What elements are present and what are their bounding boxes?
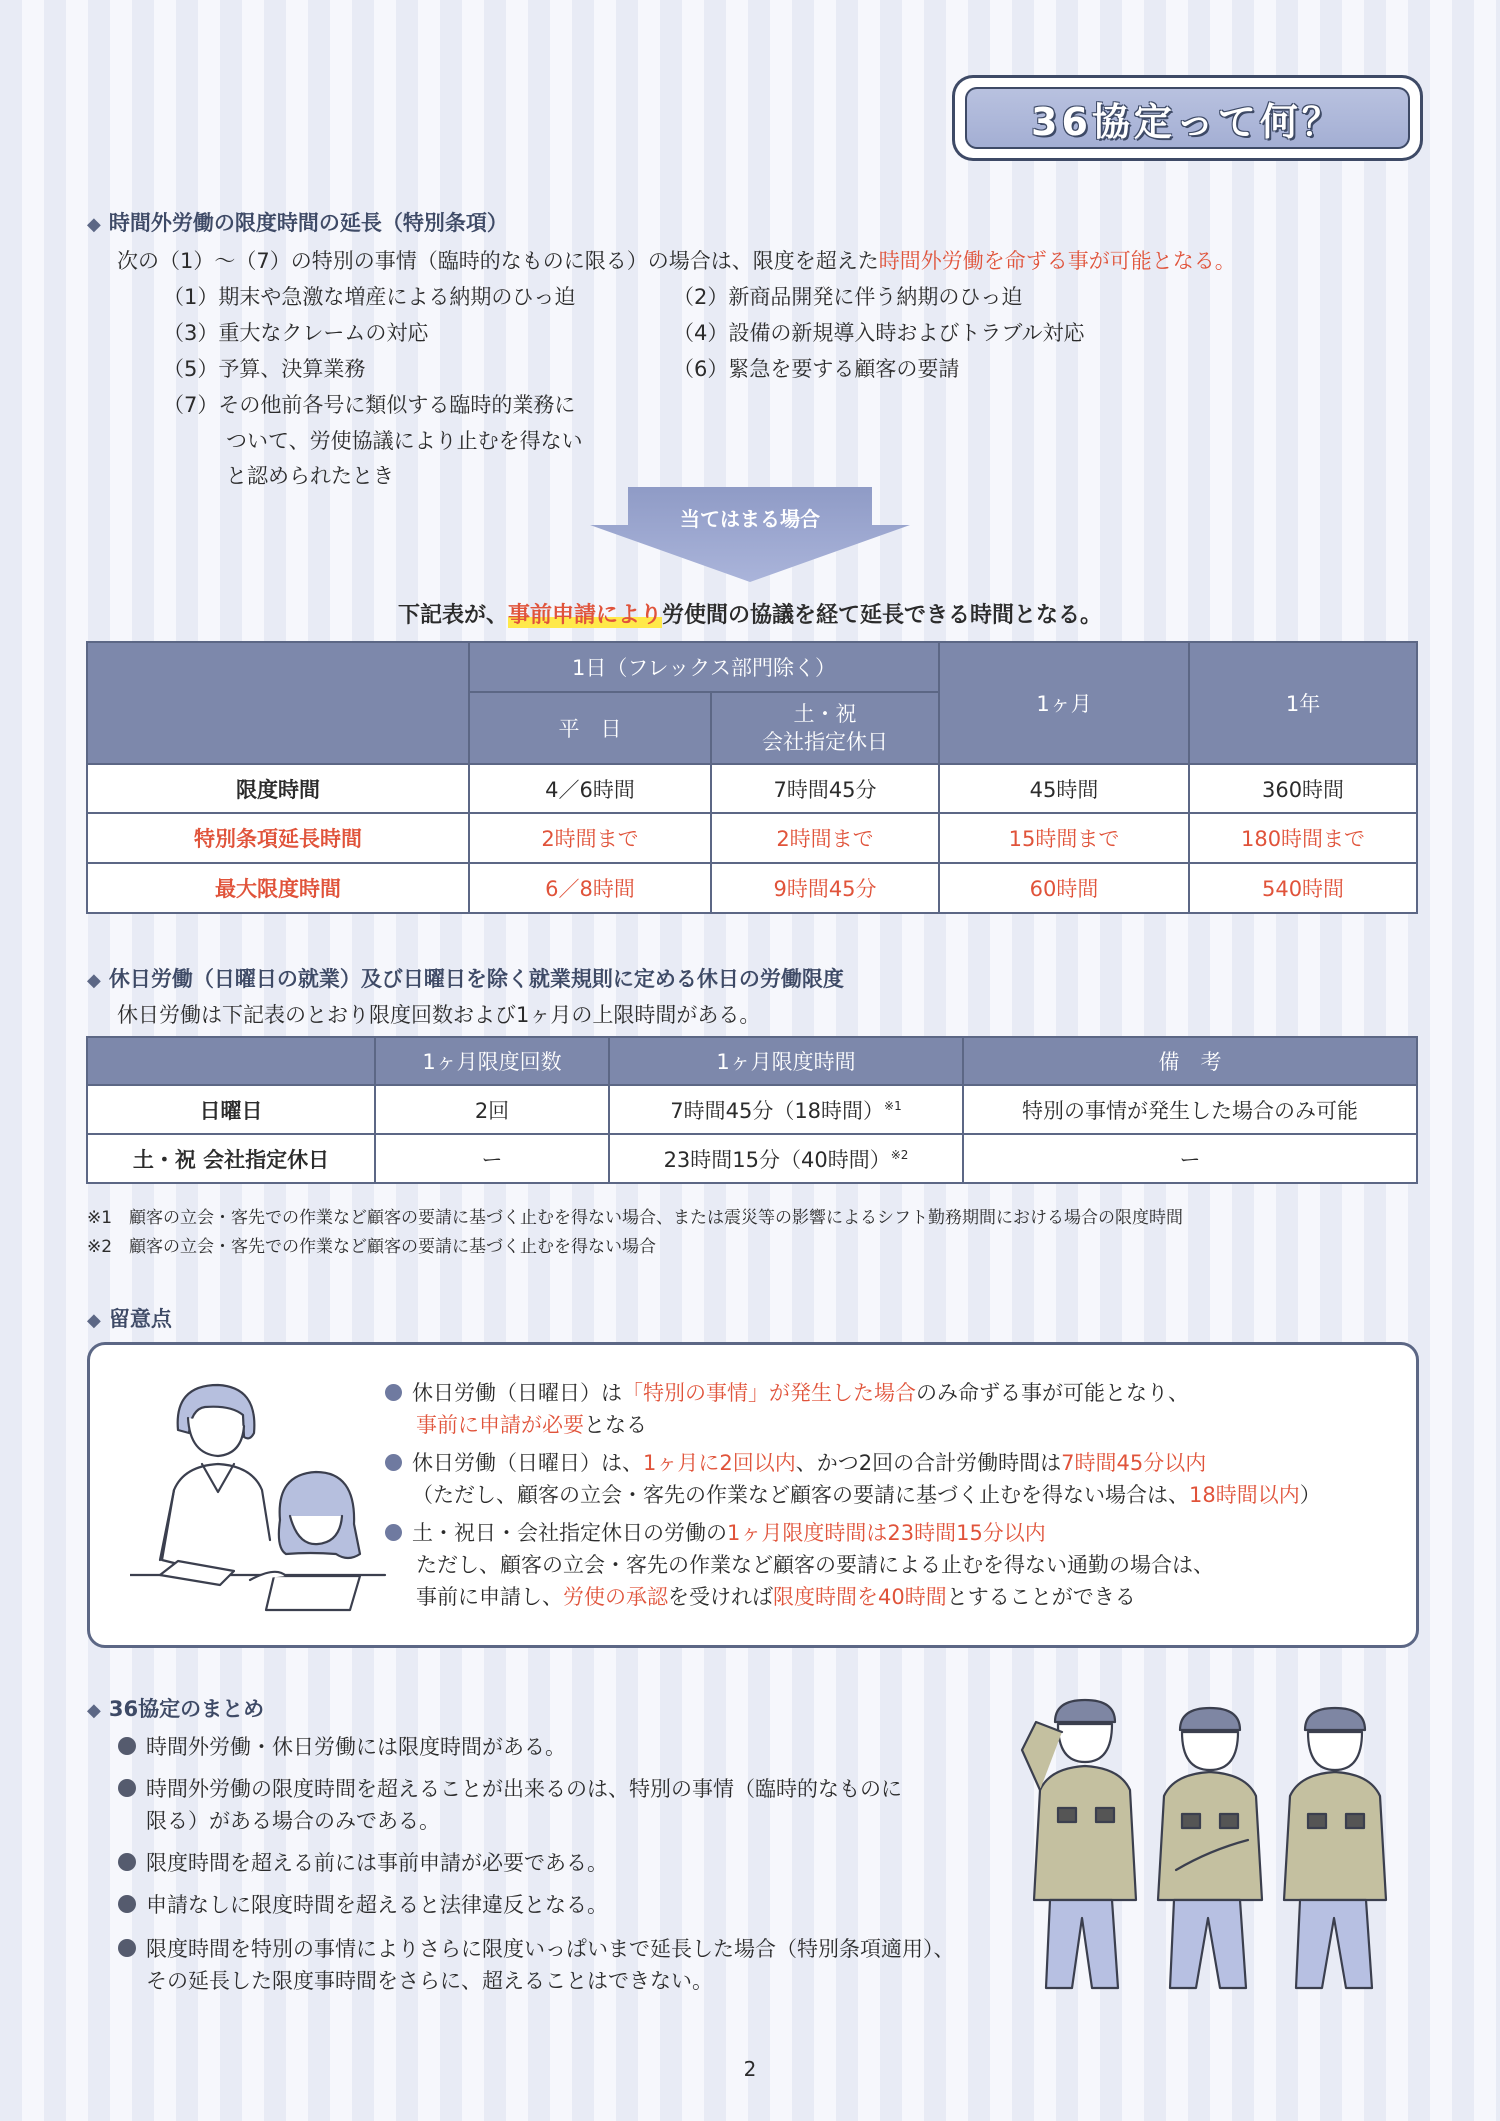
list-item: ついて、労使協議により止むを得ない bbox=[226, 429, 583, 453]
diamond-icon: ◆ bbox=[87, 1310, 101, 1331]
note-bullet-3: 土・祝日・会社指定休日の労働の1ヶ月限度時間は23時間15分以内 bbox=[385, 1517, 1046, 1547]
list-item: （5）予算、決算業務 bbox=[163, 357, 366, 381]
table-row: 最大限度時間 6／8時間 9時間45分 60時間 540時間 bbox=[87, 863, 1417, 913]
header-one-year: 1年 bbox=[1189, 642, 1417, 764]
header-monthly-time: 1ヶ月限度時間 bbox=[609, 1037, 963, 1085]
header-one-day: 1日（フレックス部門除く） bbox=[469, 642, 939, 692]
diamond-icon: ◆ bbox=[87, 1700, 101, 1721]
holiday-limit-table bbox=[86, 1036, 1418, 1184]
bullet-icon bbox=[118, 1939, 136, 1957]
people-working-illustration bbox=[130, 1370, 390, 1620]
bullet-icon bbox=[118, 1853, 136, 1871]
section-heading-summary: ◆ 36協定のまとめ bbox=[87, 1697, 265, 1721]
list-item: 時間外労働の限度時間を超えることが出来るのは、特別の事情（臨時的なものに bbox=[118, 1773, 902, 1803]
table-row: 限度時間 4／6時間 7時間45分 45時間 360時間 bbox=[87, 764, 1417, 813]
note-bullet-2-cont: （ただし、顧客の立会・客先の作業など顧客の要請に基づく止むを得ない場合は、18時間以内） bbox=[412, 1483, 1321, 1507]
note-bullet-3-cont: ただし、顧客の立会・客先の作業など顧客の要請による止むを得ない通勤の場合は、 bbox=[416, 1553, 1214, 1577]
page-number: 2 bbox=[743, 2057, 757, 2081]
title-badge bbox=[955, 78, 1420, 158]
header-monthly-count: 1ヶ月限度回数 bbox=[375, 1037, 609, 1085]
footnote: ※2 顧客の立会・客先での作業など顧客の要請に基づく止むを得ない場合 bbox=[87, 1237, 657, 1257]
note-bullet-3-cont2: 事前に申請し、労使の承認を受ければ限度時間を40時間とすることができる bbox=[416, 1585, 1136, 1609]
note-bullet-1-cont: 事前に申請が必要となる bbox=[416, 1413, 647, 1437]
overtime-intro: 次の（1）～（7）の特別の事情（臨時的なものに限る）の場合は、限度を超えた時間外労働を命ずる事が可能となる。 bbox=[117, 249, 1236, 273]
list-item: 限度時間を超える前には事前申請が必要である。 bbox=[118, 1847, 608, 1877]
table-corner-cell bbox=[87, 642, 469, 764]
bullet-icon bbox=[385, 1454, 402, 1471]
bullet-icon bbox=[385, 1384, 402, 1401]
overtime-limit-table bbox=[86, 641, 1418, 914]
list-item: （1）期末や急激な増産による納期のひっ迫 bbox=[163, 285, 576, 309]
arrow-down-icon bbox=[590, 487, 910, 582]
diamond-icon: ◆ bbox=[87, 214, 101, 235]
list-item: （4）設備の新規導入時およびトラブル対応 bbox=[673, 321, 1085, 345]
list-item: （6）緊急を要する顧客の要請 bbox=[673, 357, 960, 381]
header-one-month: 1ヶ月 bbox=[939, 642, 1189, 764]
list-item: 時間外労働・休日労働には限度時間がある。 bbox=[118, 1731, 566, 1761]
list-item: （7）その他前各号に類似する臨時的業務に bbox=[163, 393, 576, 417]
header-weekday: 平 日 bbox=[469, 692, 711, 764]
header-holiday: 土・祝 会社指定休日 bbox=[711, 692, 939, 764]
list-item: （3）重大なクレームの対応 bbox=[163, 321, 429, 345]
table-row: 特別条項延長時間 2時間まで 2時間まで 15時間まで 180時間まで bbox=[87, 813, 1417, 863]
list-item: 限度時間を特別の事情によりさらに限度いっぱいまで延長した場合（特別条項適用）、 bbox=[118, 1933, 955, 1963]
bullet-icon bbox=[118, 1779, 136, 1797]
list-item-cont: 限る）がある場合のみである。 bbox=[146, 1809, 440, 1833]
workers-illustration bbox=[1010, 1690, 1420, 2000]
table-statement: 下記表が、事前申請により労使間の協議を経て延長できる時間となる。 bbox=[397, 603, 1103, 628]
table-row: 日曜日 2回 7時間45分（18時間）$^{※1}$ 特別の事情が発生した場合のみ可能 bbox=[87, 1085, 1417, 1134]
bullet-icon bbox=[118, 1895, 136, 1913]
bullet-icon bbox=[385, 1524, 402, 1541]
list-item: （2）新商品開発に伴う納期のひっ迫 bbox=[673, 285, 1023, 309]
section-heading-holiday: ◆ 休日労働（日曜日の就業）及び日曜日を除く就業規則に定める休日の労働限度 bbox=[87, 967, 844, 991]
note-bullet-2: 休日労働（日曜日）は、1ヶ月に2回以内、かつ2回の合計労働時間は7時間45分以内 bbox=[385, 1447, 1206, 1477]
list-item: と認められたとき bbox=[226, 464, 394, 488]
page-title: 36協定って何？ bbox=[1031, 99, 1344, 144]
arrow-label: 当てはまる場合 bbox=[680, 507, 820, 531]
footnote: ※1 顧客の立会・客先での作業など顧客の要請に基づく止むを得ない場合、または震災等の影響によるシフト勤務期間における場合の限度時間 bbox=[87, 1208, 1184, 1228]
header-remarks: 備 考 bbox=[963, 1037, 1417, 1085]
table-row: 土・祝 会社指定休日 ー 23時間15分（40時間）$^{※2}$ ー bbox=[87, 1134, 1417, 1183]
table-corner-cell bbox=[87, 1037, 375, 1085]
diamond-icon: ◆ bbox=[87, 970, 101, 991]
holiday-intro: 休日労働は下記表のとおり限度回数および1ヶ月の上限時間がある。 bbox=[117, 1003, 761, 1027]
bullet-icon bbox=[118, 1737, 136, 1755]
section-heading-overtime: ◆ 時間外労働の限度時間の延長（特別条項） bbox=[87, 211, 508, 235]
note-bullet-1: 休日労働（日曜日）は「特別の事情」が発生した場合のみ命ずる事が可能となり、 bbox=[385, 1377, 1189, 1407]
list-item-cont: その延長した限度事時間をさらに、超えることはできない。 bbox=[146, 1969, 713, 1993]
section-heading-notes: ◆ 留意点 bbox=[87, 1307, 172, 1331]
list-item: 申請なしに限度時間を超えると法律違反となる。 bbox=[118, 1889, 608, 1919]
